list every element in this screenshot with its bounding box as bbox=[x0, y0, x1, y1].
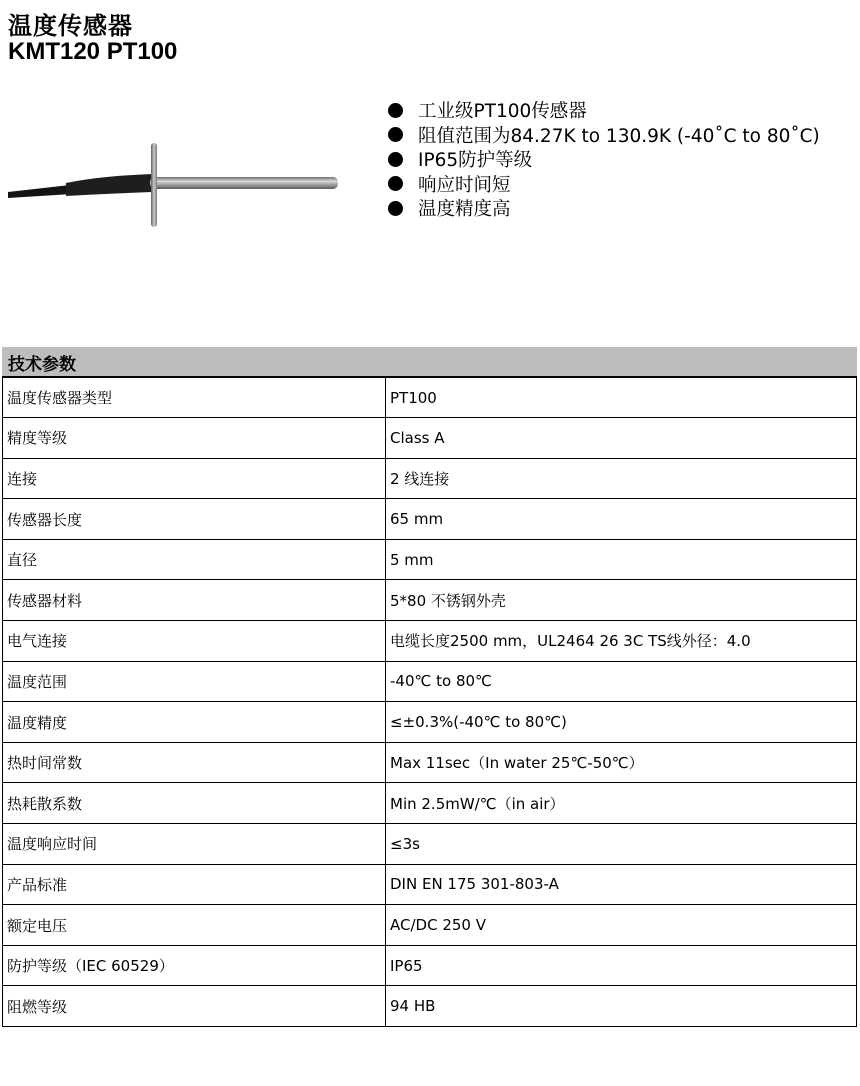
table-row bbox=[3, 539, 857, 580]
spec-section-title: 技术参数 bbox=[8, 355, 76, 375]
table-row bbox=[3, 986, 857, 1027]
table-row bbox=[3, 621, 857, 662]
table-row bbox=[3, 458, 857, 499]
table-row bbox=[3, 702, 857, 743]
feature-list bbox=[388, 98, 820, 221]
product-title-cn: 温度传感器 bbox=[8, 12, 133, 40]
bullet-icon bbox=[388, 152, 403, 167]
feature-item: 阻值范围为84.27K to 130.9K (-40˚C to 80˚C) bbox=[388, 123, 820, 148]
bullet-icon bbox=[388, 176, 403, 191]
spec-value: 65 mm bbox=[386, 499, 857, 540]
spec-label: 传感器材料 bbox=[3, 580, 386, 621]
table-row bbox=[3, 580, 857, 621]
spec-value: 5 mm bbox=[386, 539, 857, 580]
table-row bbox=[3, 905, 857, 946]
table-row bbox=[3, 945, 857, 986]
spec-label: 热耗散系数 bbox=[3, 783, 386, 824]
table-row bbox=[3, 824, 857, 865]
table-row bbox=[3, 661, 857, 702]
table-row bbox=[3, 783, 857, 824]
table-row bbox=[3, 499, 857, 540]
spec-value: DIN EN 175 301-803-A bbox=[386, 864, 857, 905]
spec-value: 2 线连接 bbox=[386, 458, 857, 499]
table-row bbox=[3, 418, 857, 459]
spec-label: 热时间常数 bbox=[3, 742, 386, 783]
spec-label: 温度传感器类型 bbox=[3, 377, 386, 418]
feature-item: IP65防护等级 bbox=[388, 147, 820, 172]
spec-value: PT100 bbox=[386, 377, 857, 418]
spec-label: 防护等级（IEC 60529） bbox=[3, 945, 386, 986]
spec-value: IP65 bbox=[386, 945, 857, 986]
spec-section-header bbox=[2, 347, 857, 376]
spec-value: AC/DC 250 V bbox=[386, 905, 857, 946]
table-row bbox=[3, 864, 857, 905]
spec-label: 温度响应时间 bbox=[3, 824, 386, 865]
spec-value: 电缆长度2500 mm，UL2464 26 3C TS线外径：4.0 bbox=[386, 621, 857, 662]
sensor-probe-image bbox=[0, 128, 360, 238]
spec-value: 5*80 不锈钢外壳 bbox=[386, 580, 857, 621]
spec-label: 额定电压 bbox=[3, 905, 386, 946]
bullet-icon bbox=[388, 103, 403, 118]
spec-value: ≤3s bbox=[386, 824, 857, 865]
feature-item: 响应时间短 bbox=[388, 172, 820, 197]
spec-label: 温度精度 bbox=[3, 702, 386, 743]
spec-value: ≤±0.3%(-40℃ to 80℃) bbox=[386, 702, 857, 743]
product-title-model: KMT120 PT100 bbox=[8, 38, 178, 65]
table-row bbox=[3, 377, 857, 418]
spec-label: 直径 bbox=[3, 539, 386, 580]
spec-value: Class A bbox=[386, 418, 857, 459]
feature-item: 工业级PT100传感器 bbox=[388, 98, 820, 123]
feature-item: 温度精度高 bbox=[388, 196, 820, 221]
table-row bbox=[3, 742, 857, 783]
spec-label: 连接 bbox=[3, 458, 386, 499]
spec-value: Min 2.5mW/℃（in air） bbox=[386, 783, 857, 824]
bullet-icon bbox=[388, 127, 403, 142]
bullet-icon bbox=[388, 201, 403, 216]
spec-label: 传感器长度 bbox=[3, 499, 386, 540]
spec-value: Max 11sec（In water 25℃-50℃） bbox=[386, 742, 857, 783]
spec-label: 温度范围 bbox=[3, 661, 386, 702]
spec-value: -40℃ to 80℃ bbox=[386, 661, 857, 702]
spec-label: 精度等级 bbox=[3, 418, 386, 459]
spec-value: 94 HB bbox=[386, 986, 857, 1027]
spec-label: 产品标准 bbox=[3, 864, 386, 905]
spec-table bbox=[2, 376, 857, 1027]
spec-label: 电气连接 bbox=[3, 621, 386, 662]
spec-label: 阻燃等级 bbox=[3, 986, 386, 1027]
